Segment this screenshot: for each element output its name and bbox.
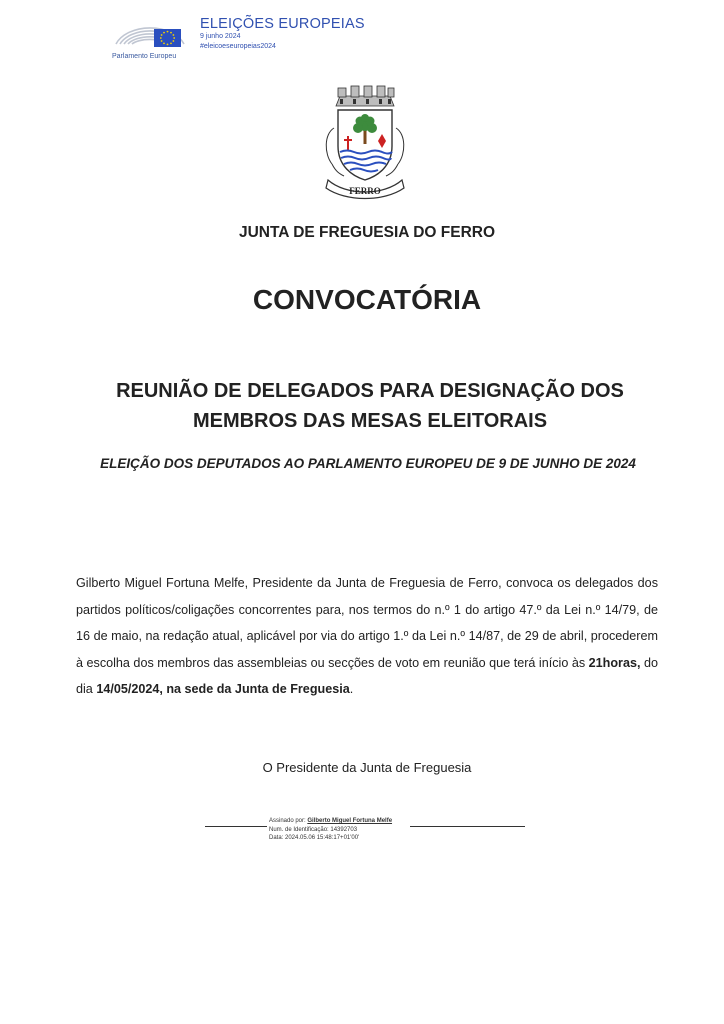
subtitle-line-1: REUNIÃO DE DELEGADOS PARA DESIGNAÇÃO DOS [116, 380, 624, 402]
body-text-part-2: do dia [76, 655, 658, 696]
signed-by-label: Assinado por: [269, 818, 308, 824]
meeting-time: 21horas, [588, 655, 641, 670]
ep-caption: Parlamento Europeu [112, 53, 177, 60]
document-title: CONVOCATÓRIA [252, 284, 482, 315]
signature-line-right [410, 826, 525, 827]
parliament-hemicycle-icon [110, 12, 190, 58]
election-line: ELEIÇÃO DOS DEPUTADOS AO PARLAMENTO EUROPEU DE 9 DE JUNHO DE 2024 [100, 456, 636, 471]
ep-logo [108, 12, 378, 67]
digital-signature [205, 812, 535, 852]
elections-title: ELEIÇÕES EUROPEIAS [200, 16, 365, 32]
body-text-part-3: . [349, 682, 354, 696]
signed-by-line [269, 817, 392, 826]
organization-name: JUNTA DE FREGUESIA DO FERRO [238, 224, 496, 241]
coat-of-arms-banner: FERRO [349, 186, 381, 196]
subtitle-line-2: MEMBROS DAS MESAS ELEITORAIS [192, 410, 548, 432]
signature-details [269, 817, 392, 843]
coat-of-arms-icon [318, 84, 412, 200]
elections-hashtag: #eleicoeseuropeias2024 [200, 43, 276, 50]
meeting-date-place: 14/05/2024, na sede da Junta de Freguesia [96, 682, 350, 696]
elections-date: 9 junho 2024 [200, 33, 241, 40]
closing-signature-title: O Presidente da Junta de Freguesia [262, 760, 472, 775]
signature-date: Data: 2024.05.06 15:48:17+01'00' [269, 835, 360, 841]
signer-id: Num. de Identificação: 14392703 [269, 826, 358, 833]
signature-line-left [205, 826, 267, 827]
convocation-paragraph [76, 570, 658, 703]
signer-name: Gilberto Miguel Fortuna Melfe [307, 818, 393, 824]
body-text-part-1: Gilberto Miguel Fortuna Melfe, Presidente da Junta de Freguesia de Ferro, convoca os delegados dos partidos políticos/coligações concorrentes para, nos termos do n.º 1 do artigo 47.º da Lei n.º 14/79, de 16 de maio, na redação atual, aplicável por via do artigo 1.º da Lei n.º 14/87, de 29 de abril, procederem à escolha dos membros das assembleias ou secções de voto em reunião que terá início às [76, 576, 658, 670]
document-subtitle [0, 376, 724, 436]
